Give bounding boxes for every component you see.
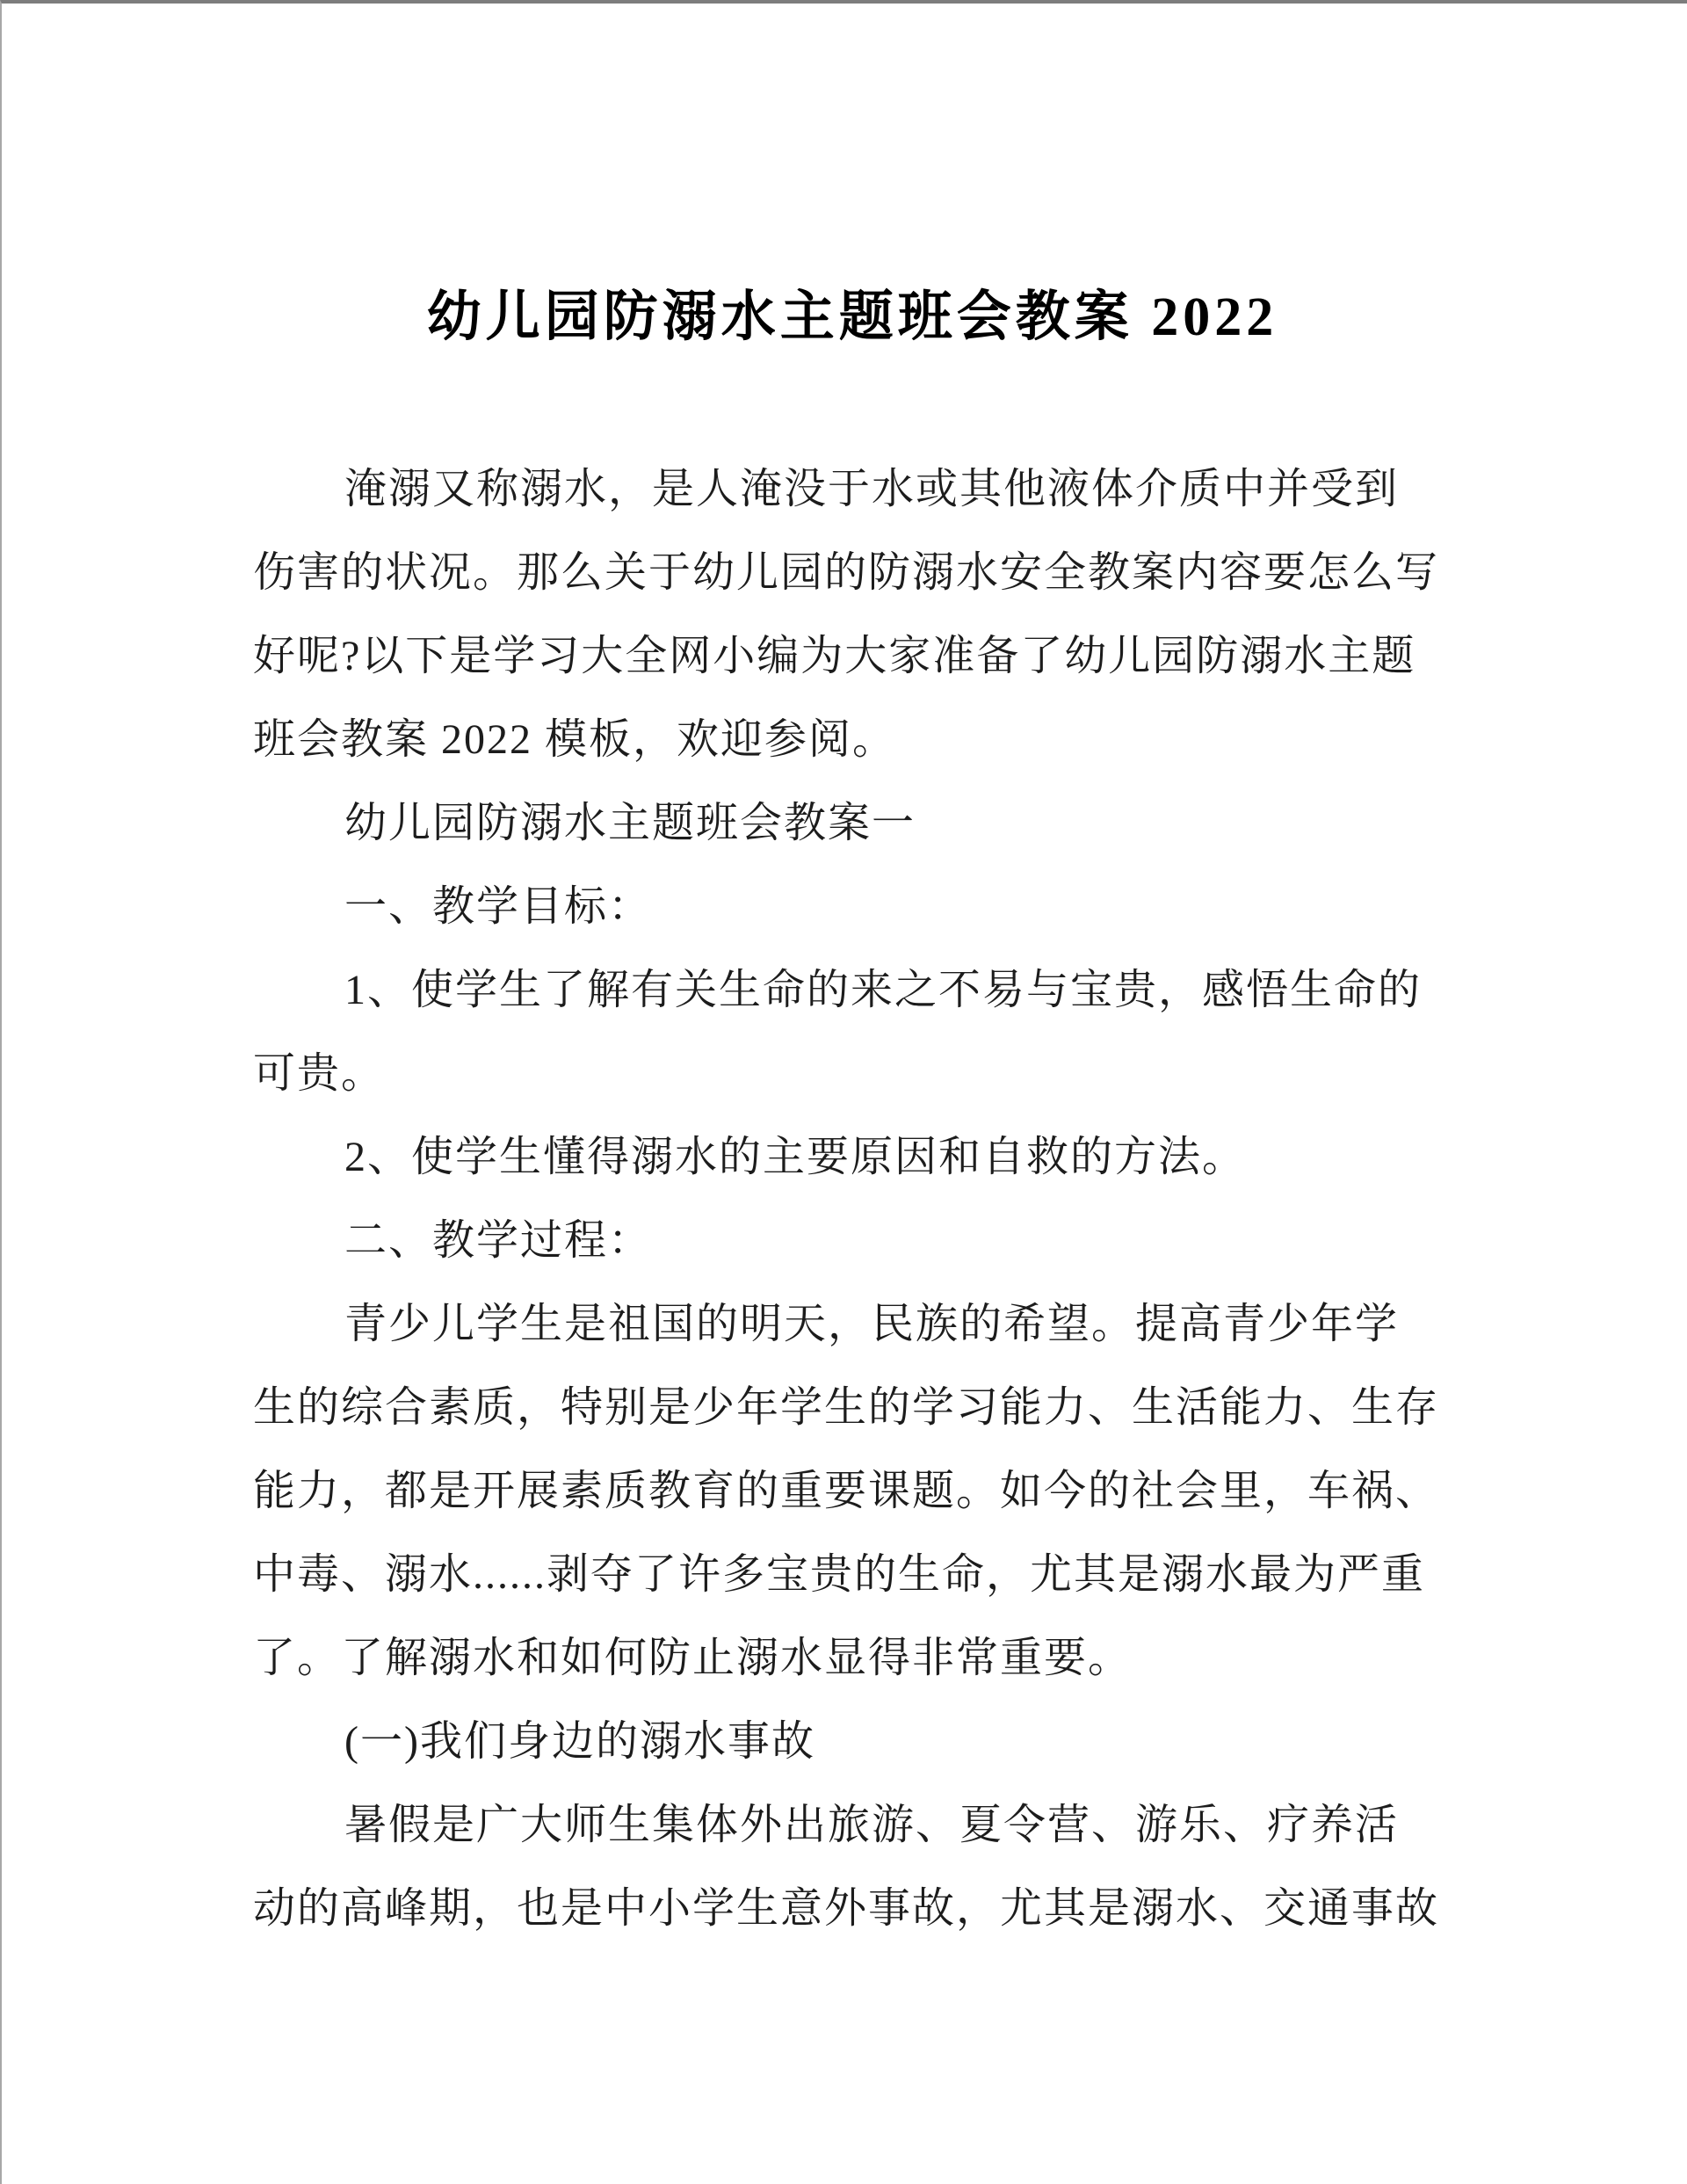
text-line: 可贵。 xyxy=(253,1050,386,1098)
text-line: 好呢?以下是学习大全网小编为大家准备了幼儿园防溺水主题 xyxy=(253,633,1416,680)
text-line: 一、教学目标： xyxy=(344,883,653,931)
text-line: 伤害的状况。那么关于幼儿园的防溺水安全教案内容要怎么写 xyxy=(253,549,1440,597)
text-line: 淹溺又称溺水，是人淹没于水或其他液体介质中并受到 xyxy=(344,466,1400,513)
text-line: (一)我们身边的溺水事故 xyxy=(344,1718,815,1766)
document-title: 幼儿园防溺水主题班会教案 2022 xyxy=(426,287,1278,347)
text-line: 了。了解溺水和如何防止溺水显得非常重要。 xyxy=(253,1635,1133,1682)
text-line: 动的高峰期，也是中小学生意外事故，尤其是溺水、交通事故 xyxy=(253,1885,1440,1933)
text-line: 二、教学过程： xyxy=(344,1217,653,1265)
text-line: 能力，都是开展素质教育的重要课题。如今的社会里，车祸、 xyxy=(253,1468,1440,1515)
text-line: 班会教案 2022 模板，欢迎参阅。 xyxy=(253,716,897,764)
text-line: 青少儿学生是祖国的明天，民族的希望。提高青少年学 xyxy=(344,1301,1400,1348)
text-line: 生的综合素质，特别是少年学生的学习能力、生活能力、生存 xyxy=(253,1384,1440,1432)
text-line: 2、使学生懂得溺水的主要原因和自救的方法。 xyxy=(344,1134,1247,1181)
text-line: 1、使学生了解有关生命的来之不易与宝贵，感悟生命的 xyxy=(344,967,1423,1014)
text-line: 幼儿园防溺水主题班会教案一 xyxy=(344,800,916,847)
document-body xyxy=(253,447,1452,1950)
text-line: 中毒、溺水......剥夺了许多宝贵的生命，尤其是溺水最为严重 xyxy=(253,1551,1426,1599)
text-line: 暑假是广大师生集体外出旅游、夏令营、游乐、疗养活 xyxy=(344,1802,1400,1849)
